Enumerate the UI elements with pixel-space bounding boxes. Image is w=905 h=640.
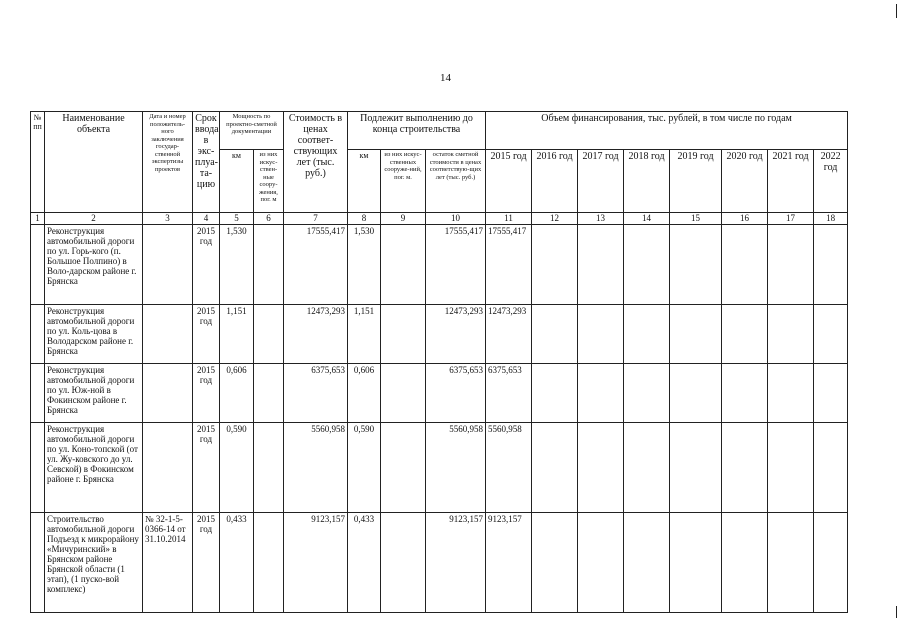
header-year: 2017 год bbox=[578, 150, 624, 213]
todo-km-cell: 0,590 bbox=[348, 423, 381, 513]
column-number: 5 bbox=[220, 213, 254, 225]
column-number: 10 bbox=[426, 213, 486, 225]
cost-cell: 5560,958 bbox=[284, 423, 348, 513]
header-year: 2018 год bbox=[624, 150, 670, 213]
header-num: № пп bbox=[31, 112, 45, 213]
header-year: 2021 год bbox=[768, 150, 814, 213]
year-2015-cell: 9123,157 bbox=[486, 513, 532, 613]
exam-cell bbox=[143, 305, 193, 364]
exam-cell bbox=[143, 225, 193, 305]
capacity-km-cell: 1,530 bbox=[220, 225, 254, 305]
column-number-row bbox=[31, 213, 848, 225]
column-number: 8 bbox=[348, 213, 381, 225]
cost-cell: 12473,293 bbox=[284, 305, 348, 364]
capacity-km-cell: 1,151 bbox=[220, 305, 254, 364]
capacity-km-cell: 0,590 bbox=[220, 423, 254, 513]
header-name: Наименование объекта bbox=[45, 112, 143, 213]
header-capacity: Мощность по проектно-сметной документации bbox=[220, 112, 284, 150]
column-number: 2 bbox=[45, 213, 143, 225]
column-number: 11 bbox=[486, 213, 532, 225]
year-2015-cell: 5560,958 bbox=[486, 423, 532, 513]
capacity-km-cell: 0,606 bbox=[220, 364, 254, 423]
cost-cell: 17555,417 bbox=[284, 225, 348, 305]
capacity-km-cell: 0,433 bbox=[220, 513, 254, 613]
header-capacity-km: км bbox=[220, 150, 254, 213]
term-cell: 2015 год bbox=[193, 305, 220, 364]
table-row bbox=[31, 305, 848, 364]
header-todo-struct: из них искус-ственных сооруже-ний, пог. м. bbox=[381, 150, 426, 213]
header-year: 2019 год bbox=[670, 150, 722, 213]
table-row bbox=[31, 423, 848, 513]
object-name: Реконструкция автомобильной дороги по ул. Коно-топской (от ул. Жу-ковского до ул. Севской) в Фокинском районе г. Брянска bbox=[45, 423, 143, 513]
column-number: 6 bbox=[254, 213, 284, 225]
column-number: 17 bbox=[768, 213, 814, 225]
header-year: 2016 год bbox=[532, 150, 578, 213]
object-name: Реконструкция автомобильной дороги по ул. Горь-кого (п. Большое Полпино) в Воло-дарском районе г. Брянска bbox=[45, 225, 143, 305]
page-number: 14 bbox=[440, 72, 451, 84]
exam-cell bbox=[143, 423, 193, 513]
column-number: 13 bbox=[578, 213, 624, 225]
column-number: 9 bbox=[381, 213, 426, 225]
column-number: 3 bbox=[143, 213, 193, 225]
term-cell: 2015 год bbox=[193, 364, 220, 423]
year-2015-cell: 12473,293 bbox=[486, 305, 532, 364]
header-finance: Объем финансирования, тыс. рублей, в том числе по годам bbox=[486, 112, 848, 150]
todo-rest-cell: 9123,157 bbox=[426, 513, 486, 613]
todo-km-cell: 1,151 bbox=[348, 305, 381, 364]
table-row bbox=[31, 513, 848, 613]
year-2015-cell: 6375,653 bbox=[486, 364, 532, 423]
table-row bbox=[31, 364, 848, 423]
object-name: Строительство автомобильной дороги Подъезд к микрорайону «Мичуринский» в Брянском районе Брянской области (1 этап), (1 пуско-вой комплекс) bbox=[45, 513, 143, 613]
object-name: Реконструкция автомобильной дороги по ул. Юж-ной в Фокинском районе г. Брянска bbox=[45, 364, 143, 423]
header-capacity-struct: из них искус-ствен-ные соору-жения, пог. м bbox=[254, 150, 284, 213]
term-cell: 2015 год bbox=[193, 423, 220, 513]
column-number: 16 bbox=[722, 213, 768, 225]
column-number: 7 bbox=[284, 213, 348, 225]
exam-cell bbox=[143, 364, 193, 423]
todo-km-cell: 1,530 bbox=[348, 225, 381, 305]
table-row bbox=[31, 225, 848, 305]
object-name: Реконструкция автомобильной дороги по ул. Коль-цова в Володарском районе г. Брянска bbox=[45, 305, 143, 364]
financing-table bbox=[30, 111, 848, 613]
header-year: 2022 год bbox=[814, 150, 848, 213]
header-exam: Дата и номер положитель-ного заключения государ-ственной экспертизы проектов bbox=[143, 112, 193, 213]
todo-rest-cell: 6375,653 bbox=[426, 364, 486, 423]
column-number: 14 bbox=[624, 213, 670, 225]
cost-cell: 6375,653 bbox=[284, 364, 348, 423]
year-2015-cell: 17555,417 bbox=[486, 225, 532, 305]
column-number: 1 bbox=[31, 213, 45, 225]
term-cell: 2015 год bbox=[193, 513, 220, 613]
column-number: 18 bbox=[814, 213, 848, 225]
header-year: 2015 год bbox=[486, 150, 532, 213]
header-cost: Стоимость в ценах соответ-ствующих лет (тыс. руб.) bbox=[284, 112, 348, 213]
column-number: 4 bbox=[193, 213, 220, 225]
exam-cell: № 32-1-5-0366-14 от 31.10.2014 bbox=[143, 513, 193, 613]
edge-mark bbox=[896, 606, 897, 618]
todo-rest-cell: 12473,293 bbox=[426, 305, 486, 364]
header-year: 2020 год bbox=[722, 150, 768, 213]
todo-km-cell: 0,433 bbox=[348, 513, 381, 613]
column-number: 15 bbox=[670, 213, 722, 225]
todo-km-cell: 0,606 bbox=[348, 364, 381, 423]
corner-mark bbox=[896, 4, 897, 18]
header-todo-rest: остаток сметной стоимости в ценах соответствую-щих лет (тыс. руб.) bbox=[426, 150, 486, 213]
header-term: Срок ввода в экс-плуа-та-цию bbox=[193, 112, 220, 213]
column-number: 12 bbox=[532, 213, 578, 225]
term-cell: 2015 год bbox=[193, 225, 220, 305]
header-todo: Подлежит выполнению до конца строительства bbox=[348, 112, 486, 150]
header-todo-km: км bbox=[348, 150, 381, 213]
cost-cell: 9123,157 bbox=[284, 513, 348, 613]
todo-rest-cell: 17555,417 bbox=[426, 225, 486, 305]
todo-rest-cell: 5560,958 bbox=[426, 423, 486, 513]
